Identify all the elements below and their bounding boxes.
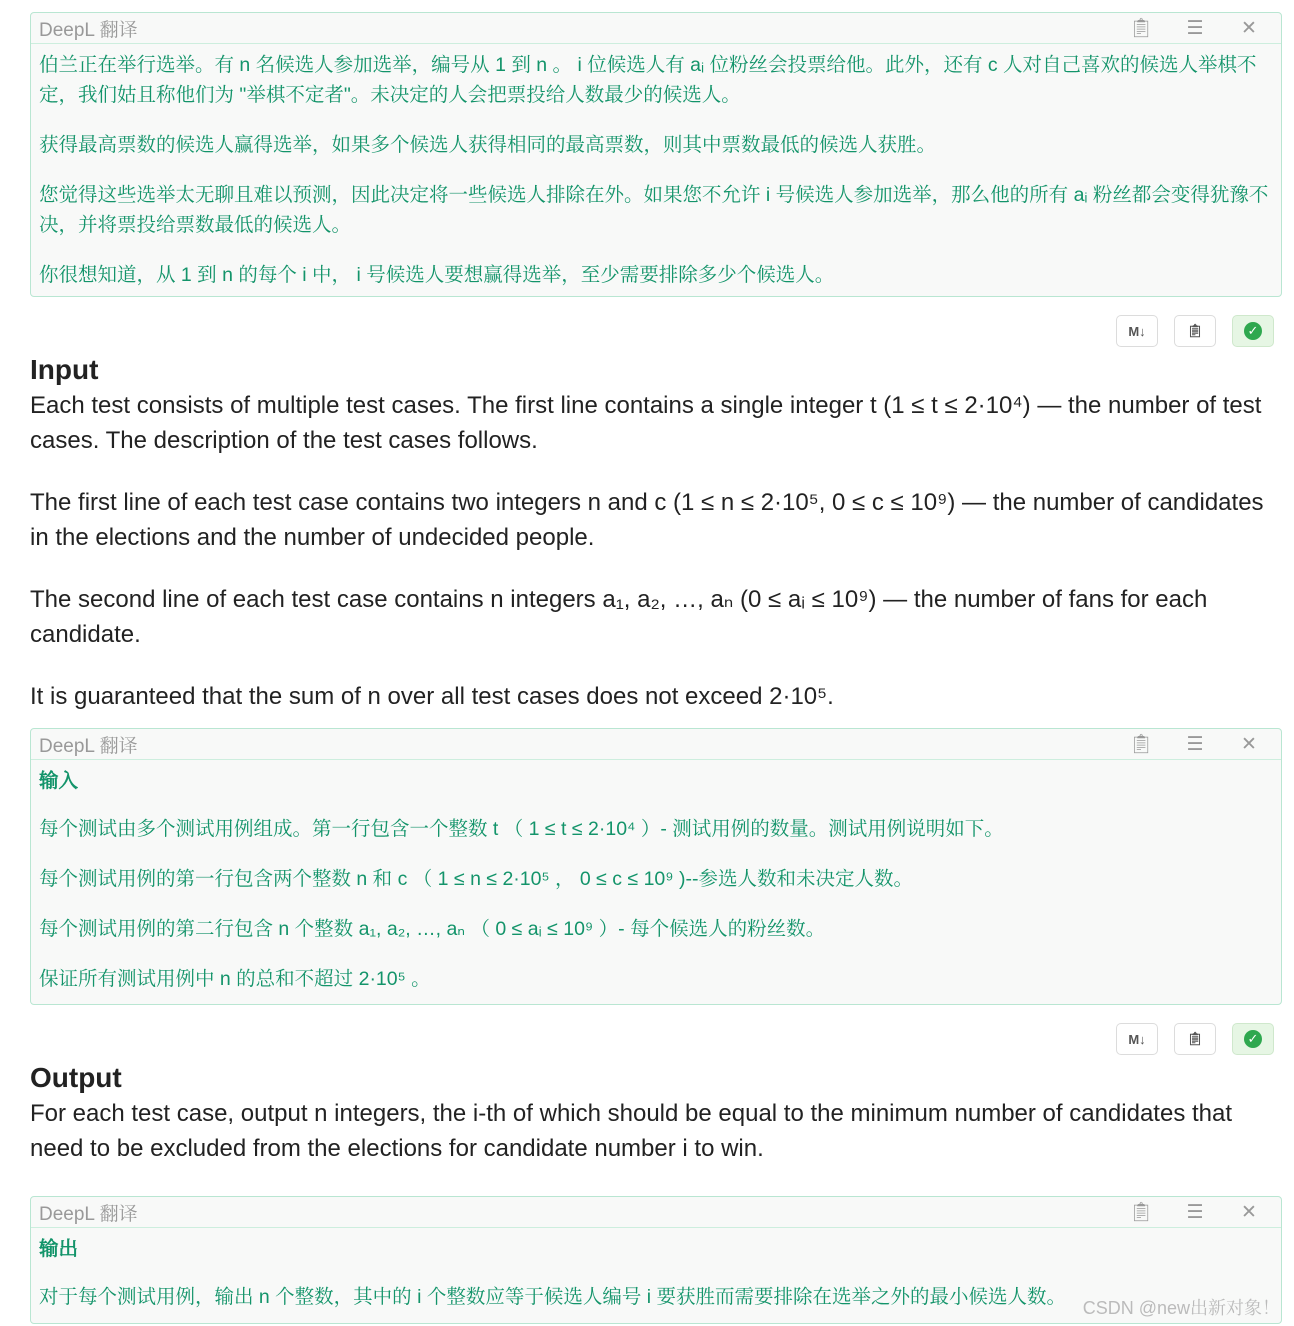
collapse-icon[interactable]: ☰ xyxy=(1186,17,1204,39)
translation-paragraph: 您觉得这些选举太无聊且难以预测，因此决定将一些候选人排除在外。如果您不允许 i 号候选人参加选举，那么他的所有 aᵢ 粉丝都会变得犹豫不决，并将票投给票数最低的候选人。 xyxy=(39,184,1269,236)
input-paragraph: Each test consists of multiple test cases. The first line contains a single integer t (1 ≤ t ≤ 2·10⁴) — the number of test cases. The description of the test cases follows. xyxy=(30,392,1262,454)
clipboard-icon[interactable]: 📋︎ xyxy=(1128,734,1154,755)
translation-paragraph: 你很想知道，从 1 到 n 的每个 i 中， i 号候选人要想赢得选举，至少需要排除多少个候选人。 xyxy=(39,264,835,286)
close-icon[interactable]: ✕ xyxy=(1241,733,1257,755)
translation-paragraph: 每个测试由多个测试用例组成。第一行包含一个整数 t （ 1 ≤ t ≤ 2·10⁴ ）- 测试用例的数量。测试用例说明如下。 xyxy=(39,818,1004,840)
toolbar-2 xyxy=(1116,1023,1274,1055)
translate-toggle-button[interactable]: ✓ xyxy=(1232,1023,1274,1055)
input-paragraph: The first line of each test case contains two integers n and c (1 ≤ n ≤ 2·10⁵, 0 ≤ c ≤ 10⁹) — the number of candidates in the elections and the number of undecided people. xyxy=(30,489,1264,551)
translation-paragraph: 获得最高票数的候选人赢得选举，如果多个候选人获得相同的最高票数，则其中票数最低的候选人获胜。 xyxy=(39,134,937,156)
input-heading: Input xyxy=(30,354,99,385)
deepl-title: DeepL 翻译 xyxy=(39,1203,138,1225)
toolbar-1 xyxy=(1116,315,1274,347)
deepl-title: DeepL 翻译 xyxy=(39,19,138,41)
translation-heading: 输出 xyxy=(39,1238,79,1260)
translation-paragraph: 保证所有测试用例中 n 的总和不超过 2·10⁵ 。 xyxy=(39,968,431,990)
deepl-title: DeepL 翻译 xyxy=(39,735,138,757)
output-heading: Output xyxy=(30,1062,122,1093)
translation-paragraph: 伯兰正在举行选举。有 n 名候选人参加选举，编号从 1 到 n 。 i 位候选人有 aᵢ 位粉丝会投票给他。此外，还有 c 人对自己喜欢的候选人举棋不定，我们姑且称他们为 "举棋不定者"。未决定的人会把票投给人数最少的候选人。 xyxy=(39,54,1257,106)
collapse-icon[interactable]: ☰ xyxy=(1186,733,1204,755)
deepl-header xyxy=(31,13,1281,44)
close-icon[interactable]: ✕ xyxy=(1241,17,1257,39)
clipboard-icon[interactable]: 📋︎ xyxy=(1128,18,1154,39)
copy-button[interactable]: 📋︎ xyxy=(1174,1023,1216,1055)
clipboard-icon[interactable]: 📋︎ xyxy=(1128,1202,1154,1223)
output-paragraph: For each test case, output n integers, the i-th of which should be equal to the minimum number of candidates that need to be excluded from the elections for candidate number i to win. xyxy=(30,1100,1233,1162)
input-paragraph: It is guaranteed that the sum of n over all test cases does not exceed 2·10⁵. xyxy=(30,683,834,710)
markdown-button[interactable]: M↓ xyxy=(1116,315,1158,347)
copy-button[interactable]: 📋︎ xyxy=(1174,315,1216,347)
close-icon[interactable]: ✕ xyxy=(1241,1201,1257,1223)
deepl-translation-box-2 xyxy=(30,728,1282,1005)
translation-heading: 输入 xyxy=(39,770,79,792)
deepl-translation-box-1 xyxy=(30,12,1282,297)
translation-paragraph: 每个测试用例的第二行包含 n 个整数 a₁, a₂, …, aₙ （ 0 ≤ aᵢ ≤ 10⁹ ）- 每个候选人的粉丝数。 xyxy=(39,918,826,940)
input-paragraph: The second line of each test case contains n integers a₁, a₂, …, aₙ (0 ≤ aᵢ ≤ 10⁹) — the number of fans for each candidate. xyxy=(30,586,1208,648)
watermark: CSDN @new出新对象！ xyxy=(1082,1298,1280,1318)
collapse-icon[interactable]: ☰ xyxy=(1186,1201,1204,1223)
output-section xyxy=(30,1062,1270,1193)
translation-paragraph: 每个测试用例的第一行包含两个整数 n 和 c （ 1 ≤ n ≤ 2·10⁵ ， 0 ≤ c ≤ 10⁹ )--参选人数和未决定人数。 xyxy=(39,868,914,890)
translate-toggle-button[interactable]: ✓ xyxy=(1232,315,1274,347)
input-section xyxy=(30,354,1270,741)
translation-paragraph: 对于每个测试用例，输出 n 个整数，其中的 i 个整数应等于候选人编号 i 要获胜而需要排除在选举之外的最小候选人数。 xyxy=(39,1286,1067,1308)
markdown-button[interactable]: M↓ xyxy=(1116,1023,1158,1055)
